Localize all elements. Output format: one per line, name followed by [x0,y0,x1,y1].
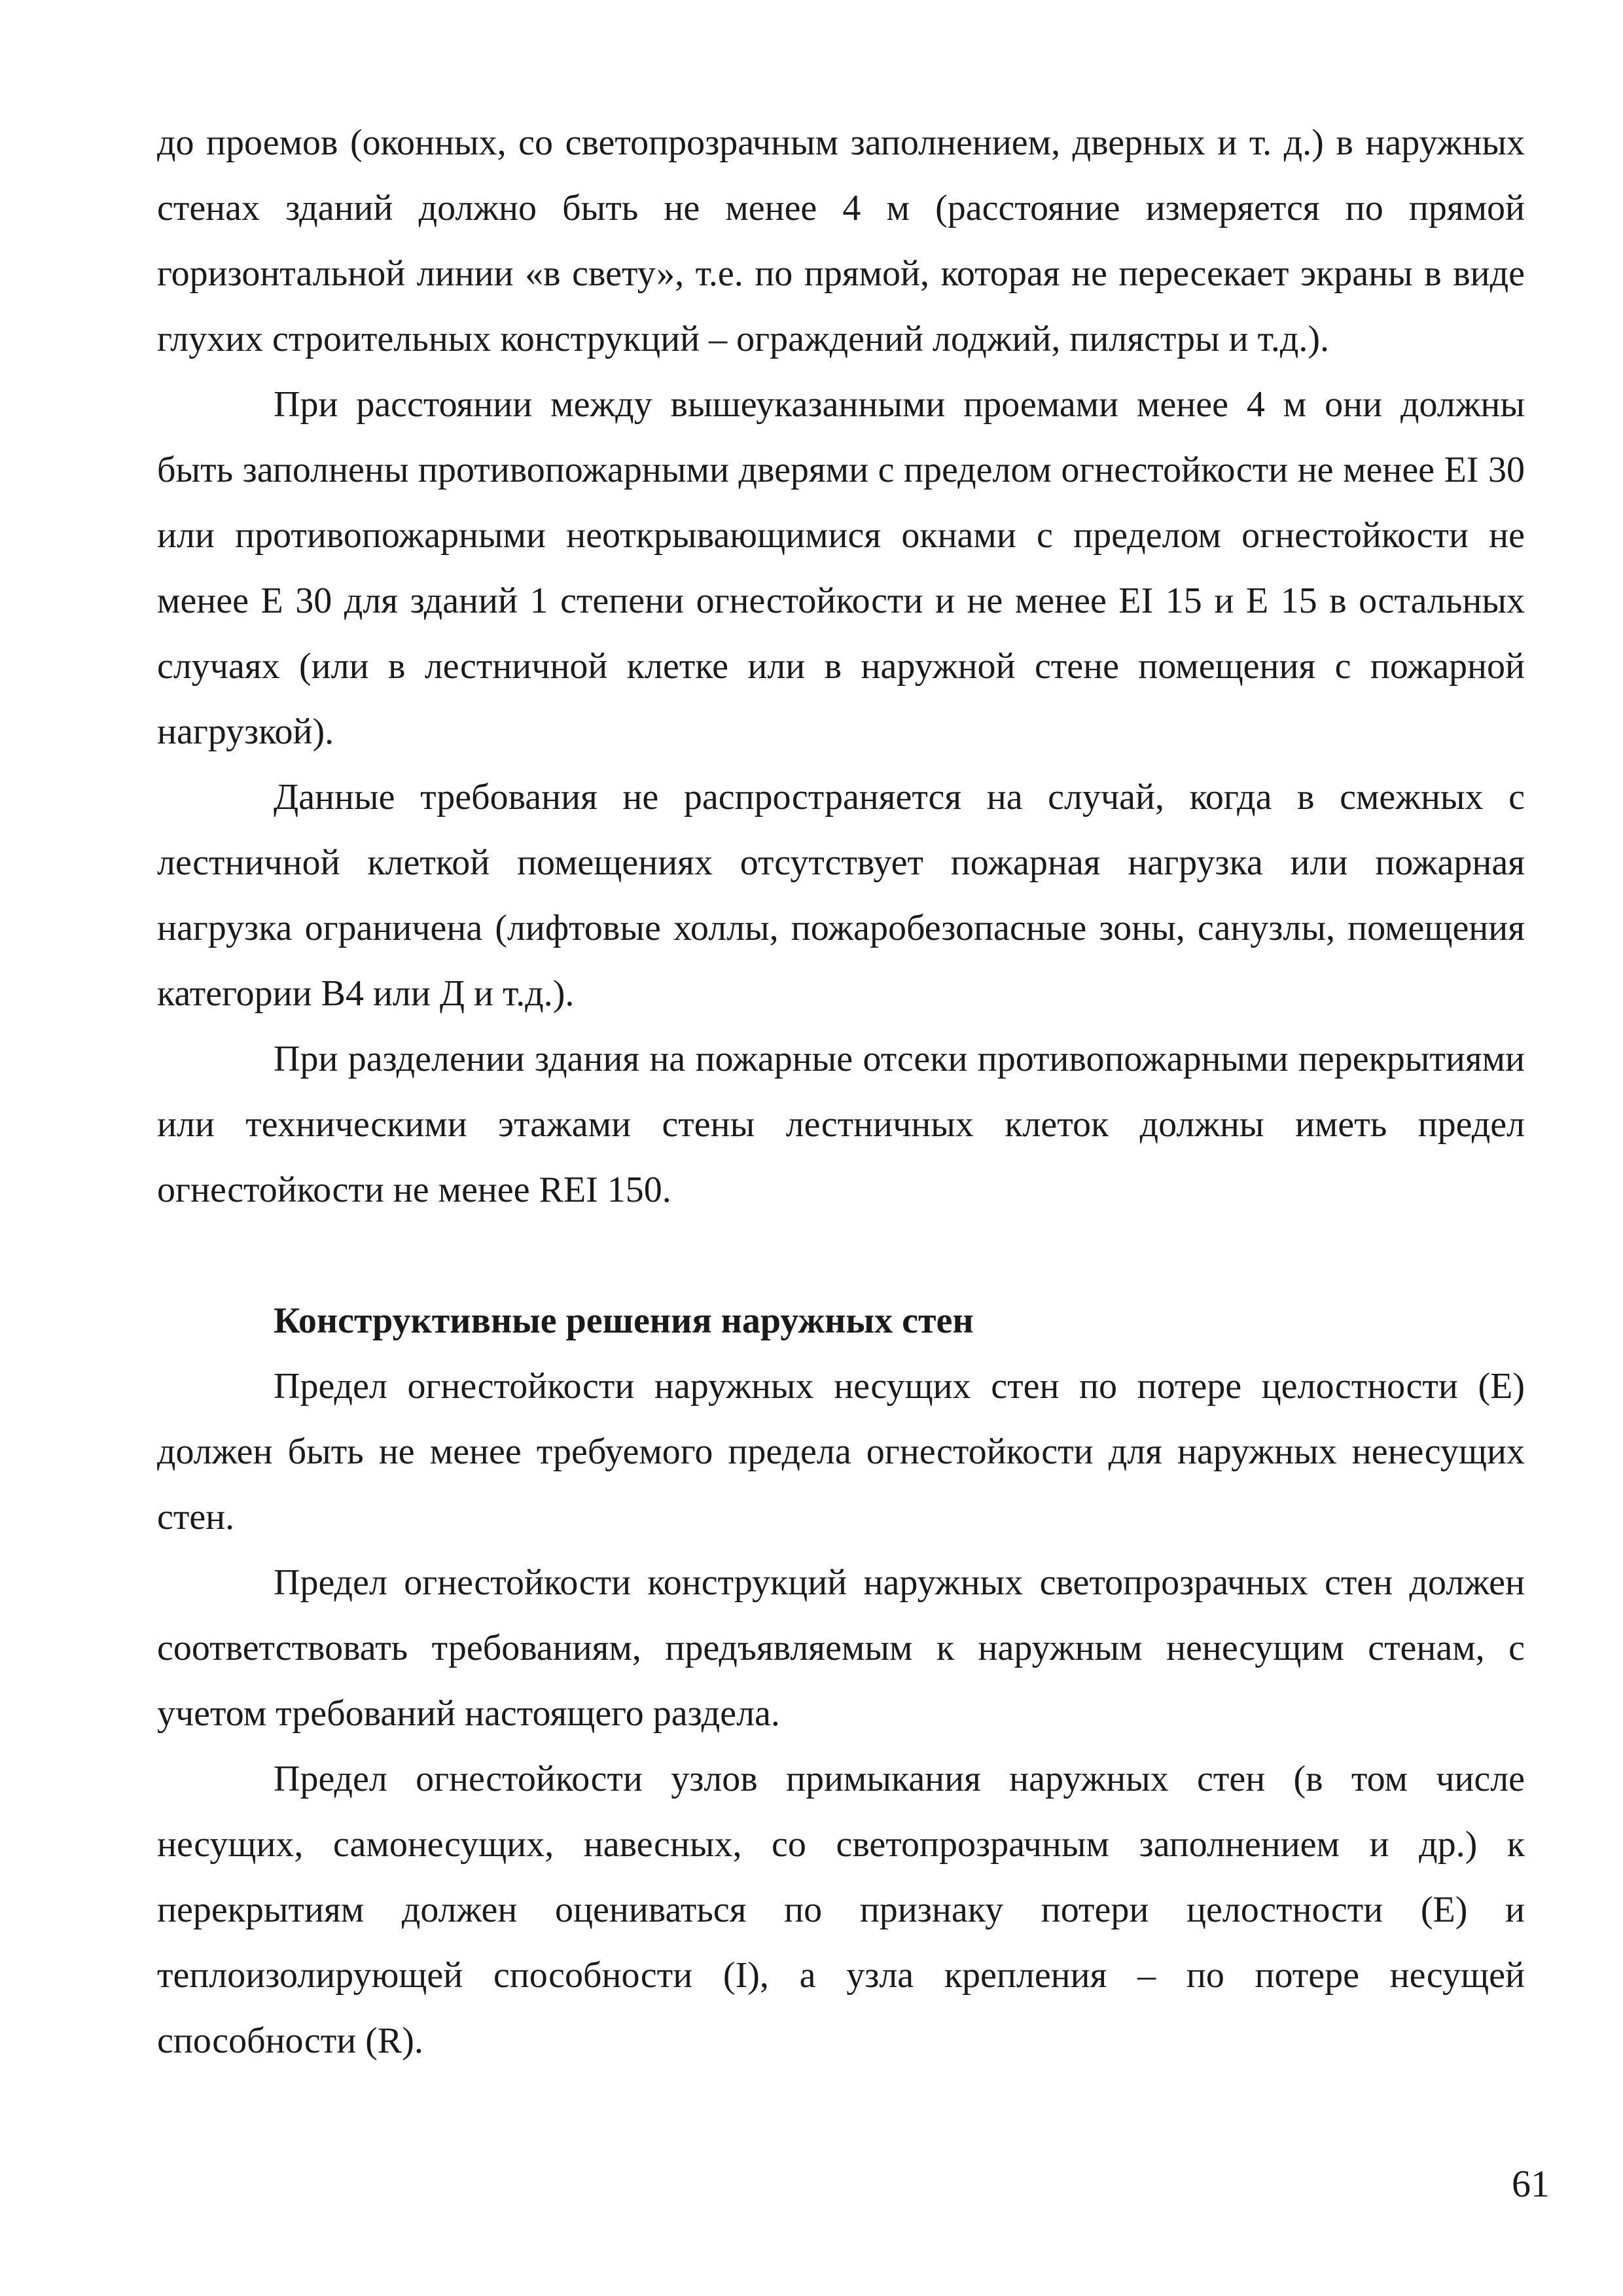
paragraph-continuation: до проемов (оконных, со светопрозрачным заполнением, дверных и т. д.) в наружных стенах зданий должно быть не менее 4 м (расстояние измеряется по прямой горизонтальной линии «в свету», т.е. по прямой, которая не пересекает экраны в виде глухих строительных конструкций – ограждений лоджий, пилястры и т.д.). [157,122,1525,359]
page-content [157,110,1525,2073]
paragraph: При расстоянии между вышеуказанными проемами менее 4 м они должны быть заполнены противопожарными дверями с пределом огнестойкости не менее EI 30 или противопожарными неоткрывающимися окнами с пределом огнестойкости не менее Е 30 для зданий 1 степени огнестойкости и не менее EI 15 и Е 15 в остальных случаях (или в лестничной клетке или в наружной стене помещения с пожарной нагрузкой). [157,384,1525,752]
page-number: 61 [1512,2162,1550,2205]
paragraph: Предел огнестойкости узлов примыкания наружных стен (в том числе несущих, самонесущих, навесных, со светопрозрачным заполнением и др.) к перекрытиям должен оцениваться по признаку потери целостности (Е) и теплоизолирующей способности (I), а узла крепления – по потере несущей способности (R). [157,1759,1525,2061]
paragraph: Предел огнестойкости конструкций наружных светопрозрачных стен должен соответствовать требованиям, предъявляемым к наружным ненесущим стенам, с учетом требований настоящего раздела. [157,1562,1525,1734]
section-heading: Конструктивные решения наружных стен [274,1300,974,1341]
paragraph: Предел огнестойкости наружных несущих стен по потере целостности (Е) должен быть не менее требуемого предела огнестойкости для наружных ненесущих стен. [157,1366,1525,1537]
paragraph: При разделении здания на пожарные отсеки противопожарными перекрытиями или техническими этажами стены лестничных клеток должны иметь предел огнестойкости не менее REI 150. [157,1039,1525,1210]
paragraph: Данные требования не распространяется на случай, когда в смежных с лестничной клеткой помещениях отсутствует пожарная нагрузка или пожарная нагрузка ограничена (лифтовые холлы, пожаробезопасные зоны, санузлы, помещения категории В4 или Д и т.д.). [157,777,1525,1014]
